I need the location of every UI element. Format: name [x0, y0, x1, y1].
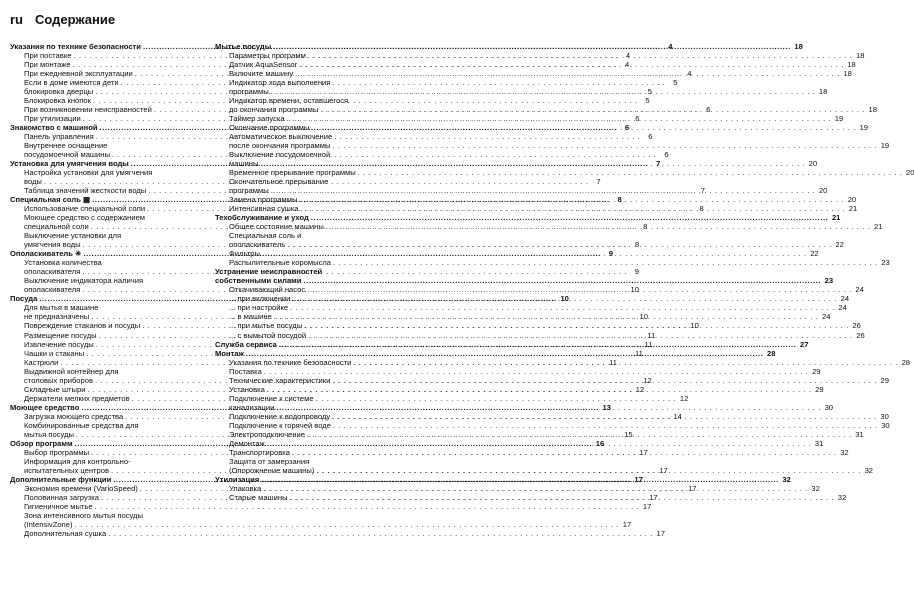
toc-subsection-entry[interactable] — [215, 240, 844, 250]
toc-entry-text: Выдвижной контейнер для — [24, 366, 119, 376]
toc-entry-title: Загрузка моющего средства — [24, 411, 124, 421]
dot-leader — [332, 141, 877, 150]
toc-page-number: 17 — [649, 492, 658, 502]
toc-subsection-entry[interactable] — [215, 69, 852, 79]
toc-subsection-entry[interactable] — [215, 366, 821, 376]
toc-page-number: 17 — [622, 519, 632, 529]
toc-page-number: 4 — [668, 42, 673, 51]
toc-entry-title: ополаскиватель — [229, 240, 286, 250]
toc-subsection-entry[interactable] — [215, 159, 818, 169]
toc-page-number: 24 — [855, 285, 864, 295]
toc-page-number: 18 — [856, 51, 865, 61]
toc-page-number: 9 — [634, 267, 639, 277]
toc-page-number: 7 — [596, 177, 601, 187]
toc-page-number: 32 — [840, 447, 849, 457]
dot-leader — [320, 105, 865, 114]
dot-leader — [290, 303, 835, 312]
toc-entry-title: программы — [229, 87, 269, 97]
toc-page-number: 21 — [848, 204, 858, 214]
toc-subsection-entry[interactable] — [10, 501, 652, 511]
toc-page-number: 13 — [602, 402, 611, 412]
toc-page-number: 18 — [818, 87, 828, 97]
toc-entry-title: При монтаже — [24, 60, 71, 70]
dot-leader — [276, 403, 821, 412]
toc-page-number: 17 — [688, 483, 697, 493]
toc-entry-title: Установка для умягчения воды — [10, 159, 129, 169]
toc-entry-title: Повреждение стаканов и посуды — [24, 321, 141, 331]
toc-entry-title: Специальная соль ▦ — [10, 195, 91, 205]
toc-subsection-entry[interactable] — [215, 258, 890, 268]
toc-page-number: 20 — [818, 186, 828, 196]
toc-entry-text: Комбинированные средства для — [24, 420, 139, 430]
dot-leader — [303, 276, 821, 285]
toc-page-number: 19 — [880, 141, 890, 151]
toc-entry-title: Экономия времени (VarioSpeed) — [24, 483, 138, 493]
toc-page-number: 17 — [639, 447, 648, 457]
toc-entry-title: ... с вымытой посудой — [229, 330, 307, 340]
toc-entry-text: Выключение индикатора наличия — [24, 276, 144, 286]
toc-entry-title: Гигиеничное мытье — [24, 501, 93, 511]
toc-entry-title: Распылительные коромысла — [229, 258, 332, 268]
toc-page-number: 10 — [630, 285, 639, 295]
toc-entry-title: Чашки и стаканы — [24, 348, 85, 358]
dot-leader — [273, 42, 791, 51]
toc-entry-text: Зона интенсивного мытья посуды — [24, 510, 143, 520]
toc-entry-title: машины — [229, 159, 259, 169]
page-title: Содержание — [35, 12, 116, 27]
toc-subsection-entry[interactable] — [215, 114, 844, 124]
toc-entry-title: воды — [24, 177, 42, 187]
toc-entry-title: Старые машины — [229, 492, 288, 502]
toc-entry-title: Указания по технике безопасности — [10, 42, 141, 51]
toc-entry-title: ... при включении — [229, 294, 291, 304]
toc-entry-title: испытательных центров — [24, 465, 110, 475]
toc-page-number: 31 — [814, 438, 824, 448]
toc-page-number: 8 — [617, 195, 622, 205]
dot-leader — [332, 412, 877, 421]
toc-page-number: 18 — [843, 69, 852, 79]
toc-section-entry[interactable] — [215, 213, 841, 223]
toc-page-number: 12 — [635, 384, 645, 394]
toc-page-number: 22 — [835, 240, 844, 250]
toc-entry-title: Выбор программы — [24, 447, 90, 457]
toc-page-number: 29 — [815, 384, 824, 394]
dot-leader — [292, 294, 837, 303]
toc-entry-title: (IntensivZone) — [24, 519, 73, 529]
toc-page-number: 17 — [659, 465, 668, 475]
toc-entry-title: Датчик AquaSensor — [229, 60, 298, 70]
toc-page-number: 16 — [595, 438, 605, 448]
toc-entry-title: Откачивающий насос — [229, 285, 306, 295]
toc-entry-title: Панель управления — [24, 132, 94, 142]
dot-leader — [267, 439, 812, 448]
toc-page-number: 32 — [782, 474, 791, 484]
toc-entry-title: При поставке — [24, 51, 72, 61]
toc-page-number: 29 — [812, 366, 821, 376]
toc-entry-title: ... при мытье посуды — [229, 321, 303, 331]
toc-entry-title: Держатели мелких предметов — [24, 393, 130, 403]
toc-entry-title: Включите машину — [229, 69, 294, 79]
toc-entry-title: Дополнительные функции — [10, 474, 112, 484]
toc-entry-title: Фильтры — [229, 249, 260, 259]
toc-entry-title: собственными силами — [215, 276, 302, 286]
toc-page-number: 18 — [794, 42, 803, 51]
toc-subsection-entry[interactable] — [215, 186, 828, 196]
toc-entry-title: специальной соли — [24, 222, 89, 232]
toc-page-number: 30 — [880, 411, 889, 421]
toc-page-number: 4 — [625, 60, 630, 70]
toc-page-number: 4 — [625, 51, 631, 61]
toc-page-number: 11 — [634, 348, 643, 358]
toc-section-entry[interactable] — [215, 276, 834, 286]
toc-entry-title: Служба сервиса — [215, 339, 277, 349]
toc-page-number: 5 — [647, 87, 652, 97]
toc-entry-title: программы — [229, 186, 269, 196]
dot-leader — [287, 240, 832, 249]
toc-page-number: 12 — [679, 393, 689, 403]
toc-entry-text: Выключение посудомоечной — [229, 150, 331, 160]
toc-page-number: 14 — [673, 411, 682, 421]
dot-leader — [287, 114, 832, 123]
toc-page-number: 15 — [624, 429, 633, 439]
toc-entry-title: Подключение к горячей воде — [229, 420, 331, 430]
dot-leader — [246, 349, 764, 358]
toc-page-number: 28 — [767, 348, 776, 358]
toc-page-number: 32 — [811, 483, 820, 493]
toc-entry-title: Мытье посуды — [215, 42, 272, 51]
toc-entry-text: Установка количества — [24, 258, 102, 268]
toc-page-number: 24 — [822, 312, 831, 322]
toc-entry-title: Подключение к водопроводу — [229, 411, 331, 421]
toc-subsection-entry[interactable] — [215, 141, 890, 151]
toc-page-number: 31 — [855, 429, 864, 439]
toc-entry-title: Монтаж — [215, 348, 244, 358]
toc-entry-title: ... в машине — [229, 312, 272, 322]
dot-leader — [271, 87, 816, 96]
toc-subsection-entry[interactable] — [215, 195, 857, 205]
toc-page-number: 24 — [838, 303, 847, 313]
toc-subsection-entry[interactable] — [215, 51, 865, 61]
toc-entry-title: Извлечение посуды — [24, 339, 94, 349]
toc-entry-title: канализации — [229, 402, 275, 412]
toc-page-number: 21 — [831, 213, 841, 223]
toc-entry-title: Временное прерывание программы — [229, 168, 356, 178]
toc-page-number: 17 — [634, 474, 643, 484]
toc-subsection-entry[interactable] — [215, 105, 877, 115]
toc-subsection-entry[interactable] — [10, 519, 632, 529]
dot-leader — [316, 466, 861, 475]
toc-entry-title: Размещение посуды — [24, 330, 97, 340]
toc-entry-title: Электроподключение — [229, 429, 305, 439]
toc-page-number: 10 — [690, 321, 699, 331]
toc-page-number: 30 — [881, 420, 890, 430]
dot-leader — [95, 502, 640, 511]
dot-leader — [307, 285, 852, 294]
toc-page-number: 27 — [800, 339, 809, 349]
dot-leader — [279, 340, 797, 349]
toc-page-number: 19 — [859, 123, 869, 133]
dot-leader — [333, 421, 878, 430]
page-header — [10, 12, 115, 27]
toc-entry-text: Подключение к системе — [229, 393, 314, 403]
toc-page-number: 6 — [648, 132, 653, 142]
toc-page-number: 7 — [656, 159, 661, 169]
toc-page-number: 28 — [901, 357, 911, 367]
toc-page-number: 8 — [634, 240, 640, 250]
toc-page-number: 8 — [699, 204, 704, 214]
dot-leader — [307, 430, 852, 439]
toc-entry-title: до окончания программы — [229, 105, 319, 115]
toc-page-number: 6 — [624, 123, 630, 133]
dot-leader — [299, 60, 844, 69]
toc-entry-title: Кастрюли — [24, 357, 59, 367]
toc-entry-title: При ежедневной эксплуатации — [24, 69, 133, 79]
toc-page-number: 7 — [700, 186, 705, 196]
toc-page-number: 26 — [856, 330, 865, 340]
toc-entry-title: Складные штыри — [24, 384, 86, 394]
toc-entry-title: Поставка — [229, 366, 262, 376]
dot-leader — [299, 195, 844, 204]
toc-subsection-entry[interactable] — [215, 420, 890, 430]
toc-entry-title: Обзор программ — [10, 438, 73, 448]
dot-leader — [311, 213, 829, 222]
toc-subsection-entry[interactable] — [215, 60, 856, 70]
toc-page-number: 26 — [852, 321, 861, 331]
toc-entry-title: посудомоечной машины — [24, 150, 110, 160]
dot-leader — [353, 358, 898, 367]
toc-page-number: 23 — [881, 258, 890, 268]
toc-subsection-entry[interactable] — [215, 204, 858, 214]
toc-subsection-entry[interactable] — [215, 222, 883, 232]
toc-page-number: 17 — [656, 528, 665, 538]
dot-leader — [260, 159, 805, 168]
toc-page-number: 5 — [645, 96, 650, 106]
toc-entry-text: Защита от замерзания — [229, 456, 310, 466]
toc-entry-title: Посуда — [10, 294, 38, 304]
toc-page-number: 8 — [643, 222, 648, 232]
dot-leader — [262, 249, 807, 258]
toc-page-number: 18 — [847, 60, 856, 70]
toc-entry-title: При возникновении неисправностей — [24, 105, 152, 115]
toc-page-number: 6 — [635, 114, 640, 124]
toc-entry-title: Использование специальной соли — [24, 204, 146, 214]
toc-entry-title: блокировка дверцы — [24, 87, 94, 97]
toc-page-number: 29 — [880, 375, 889, 385]
toc-page-number: 30 — [824, 402, 834, 412]
toc-entry-text: Выключение установки для — [24, 231, 122, 241]
toc-entry-title: При утилизации — [24, 114, 81, 124]
toc-entry-text: Автоматическое выключение — [229, 132, 333, 142]
toc-entry-title: мытья посуды — [24, 429, 74, 439]
toc-entry-title: (Опорожнение машины) — [229, 465, 315, 475]
toc-page-number: 24 — [840, 294, 850, 304]
toc-page-number: 11 — [609, 357, 618, 367]
toc-entry-title: Параметры программ — [229, 51, 306, 61]
toc-entry-title: ополаскивателя — [24, 267, 81, 277]
dot-leader — [290, 493, 835, 502]
toc-entry-text: Настройка установки для умягчения — [24, 168, 153, 178]
toc-entry-title: Интенсивная сушка — [229, 204, 299, 214]
toc-page-number: 9 — [608, 249, 613, 259]
dot-leader — [264, 367, 809, 376]
toc-entry-title: Упаковка — [229, 483, 262, 493]
toc-page-number: 32 — [864, 465, 874, 475]
toc-subsection-entry[interactable] — [10, 528, 665, 538]
dot-leader — [308, 331, 853, 340]
toc-entry-title: Моющее средство — [10, 402, 80, 412]
toc-entry-text: Специальная соль и — [229, 231, 302, 241]
toc-subsection-entry[interactable] — [215, 168, 914, 178]
dot-leader — [271, 186, 816, 195]
toc-entry-title: после окончания программы — [229, 141, 331, 151]
toc-page-number: 4 — [687, 69, 692, 79]
dot-leader — [267, 385, 812, 394]
toc-entry-title: не предназначены — [24, 312, 90, 322]
dot-leader — [295, 69, 840, 78]
dot-leader — [261, 475, 779, 484]
toc-page-number: 12 — [643, 375, 652, 385]
toc-entry-title: Установка — [229, 384, 265, 394]
toc-entry-title: Указания по технике безопасности — [229, 357, 352, 367]
dot-leader — [311, 123, 856, 132]
toc-page-number: 20 — [808, 159, 818, 169]
toc-entry-title: Демонтаж — [229, 438, 265, 448]
toc-entry-title: Техобслуживание и уход — [215, 213, 309, 223]
toc-entry-title: Дополнительная сушка — [24, 528, 107, 538]
toc-page-number: 6 — [664, 150, 669, 160]
toc-entry-title: Замена программы — [229, 195, 298, 205]
toc-entry-text: Информация для контрольно- — [24, 456, 131, 466]
toc-entry-text: Моющее средство с содержанием — [24, 213, 146, 223]
toc-entry-title: Блокировка кнопок — [24, 96, 91, 106]
toc-page-number: 32 — [837, 492, 847, 502]
toc-section-entry[interactable] — [215, 42, 803, 51]
toc-page-number: 5 — [673, 78, 678, 88]
toc-page-number: 10 — [560, 294, 569, 304]
dot-leader — [332, 376, 877, 385]
dot-leader — [304, 321, 849, 330]
dot-leader — [358, 168, 903, 177]
toc-page-number: 17 — [642, 501, 652, 511]
toc-page-number: 23 — [824, 276, 834, 286]
toc-entry-title: Общее состояние машины — [229, 222, 324, 232]
toc-entry-title: столовых приборов — [24, 375, 94, 385]
dot-leader — [75, 520, 620, 529]
dot-leader — [326, 222, 871, 231]
toc-entry-title: Таймер запуска — [229, 114, 285, 124]
toc-entry-text: Окончательное прерывание — [229, 177, 329, 187]
dot-leader — [274, 312, 819, 321]
toc-entry-title: ... при настройке — [229, 303, 289, 313]
toc-entry-text: Индикатор хода выполнения — [229, 78, 331, 88]
toc-page-number: 20 — [847, 195, 857, 205]
toc-entry-title: Половинная загрузка — [24, 492, 99, 502]
toc-page-number: 22 — [810, 249, 819, 259]
dot-leader — [301, 204, 846, 213]
dot-leader — [292, 448, 837, 457]
toc-entry-title: Знакомство с машиной — [10, 123, 98, 133]
toc-entry-title: Транспортировка — [229, 447, 290, 457]
dot-leader — [108, 529, 653, 538]
dot-leader — [263, 484, 808, 493]
toc-entry-title: Если в доме имеются дети — [24, 78, 119, 88]
toc-entry-title: Окончание программы — [229, 123, 310, 133]
toc-page-number: 20 — [905, 168, 914, 178]
toc-page-number: 11 — [647, 330, 656, 340]
toc-entry-title: ополаскивателя — [24, 285, 81, 295]
toc-entry-text: Индикатор времени, оставшегося — [229, 96, 349, 106]
toc-entry-text: Для мытья в машине — [24, 303, 99, 313]
dot-leader — [308, 51, 853, 60]
toc-subsection-entry[interactable] — [215, 87, 828, 97]
toc-subsection-entry[interactable] — [215, 249, 819, 259]
toc-entry-title: умягчения воды — [24, 240, 81, 250]
toc-entry-text: Внутреннее оснащение — [24, 141, 108, 151]
toc-entry-title: Таблица значений жесткости воды — [24, 186, 147, 196]
toc-subsection-entry[interactable] — [215, 123, 869, 133]
toc-entry-title: Утилизация — [215, 474, 260, 484]
language-code: ru — [10, 12, 23, 27]
dot-leader — [333, 258, 878, 267]
toc-entry-title: Технические характеристики — [229, 375, 331, 385]
toc-entry-title: Ополаскиватель ✳ — [10, 249, 82, 259]
toc-page-number: 11 — [644, 339, 653, 349]
toc-page-number: 10 — [639, 312, 648, 322]
toc-page-number: 19 — [834, 114, 844, 124]
toc-page-number: 6 — [706, 105, 711, 115]
toc-entry-text: Устранение неисправностей — [215, 267, 323, 277]
toc-page-number: 21 — [874, 222, 883, 232]
toc-subsection-entry[interactable] — [215, 303, 847, 313]
toc-page-number: 18 — [868, 105, 877, 115]
